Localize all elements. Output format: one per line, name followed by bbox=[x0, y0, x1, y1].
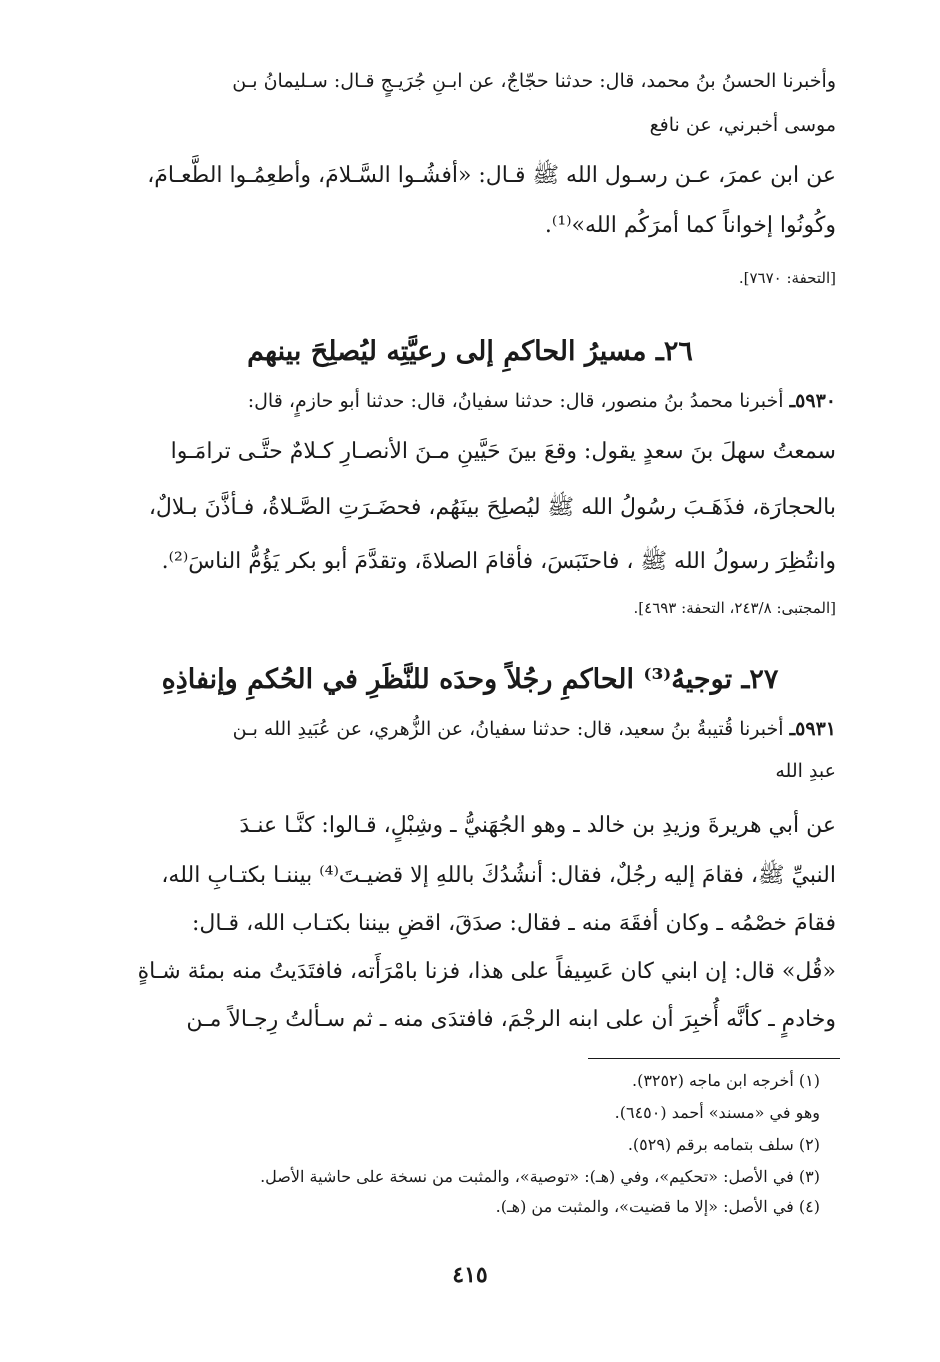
matn-line: عن أبي هريرةَ وزيدِ بن خالد ـ وهو الجُهَنيُّ ـ وشِبْلٍ، قـالوا: كنَّـا عنـدَ bbox=[239, 813, 836, 838]
chapter-heading-26: ٢٦ـ مسيرُ الحاكمِ إلى رعيَّتِه ليُصلِحَ بينهم bbox=[247, 336, 693, 367]
matn-line: وخادمٍ ـ كأنَّه أُخبِرَ أن على ابنه الرجْمَ، فافتدَى منه ـ ثم سـألتُ رِجـالاً مـن bbox=[186, 1007, 836, 1032]
matn-line: عن ابن عمرَ، عـن رسـول الله ﷺ قـال: «أفشُـوا السَّـلامَ، وأطعِمُـوا الطَّعـامَ، bbox=[147, 163, 836, 188]
footnote: (٣) في الأصل: «تحكيم»، وفي (هـ): «توصية»، والمثبت من نسخة على حاشية الأصل. bbox=[260, 1167, 820, 1186]
matn-line: فقامَ خصْمُه ـ وكان أفقَهَ منه ـ فقال: صدَقَ، اقضِ بيننا بكتـاب الله، قـال: bbox=[192, 911, 836, 936]
reference-note: [المجتبى: ٢٤٣/٨، التحفة: ٤٦٩٣]. bbox=[633, 599, 836, 617]
hadith-5931-line: ٥٩٣١ـ أخبرنا قُتيبةُ بنُ سعيد، قال: حدثنا سفيانُ، عن الزُّهري، عن عُبَيدِ الله بـن bbox=[232, 718, 836, 740]
matn-line: «قُل» قال: إن ابني كان عَسِيفاً على هذا، فزنا بامْرَأَته، فافتَدَيتُ منه بمئة شـاةٍ bbox=[137, 959, 836, 984]
isnad-line: عبدِ الله bbox=[775, 760, 836, 782]
reference-note: [التحفة: ٧٦٧٠]. bbox=[738, 269, 836, 287]
hadith-number: ٥٩٣١ـ bbox=[789, 718, 836, 740]
footnote: (٤) في الأصل: «إلا ما قضيت»، والمثبت من (هـ). bbox=[495, 1197, 820, 1216]
matn-line: النبيِّ ﷺ، فقامَ إليه رجُلٌ، فقال: أنشُدُكَ باللهِ إلا قضيـتَ⁽⁴⁾ بيننـا بكتـابِ الله، bbox=[161, 863, 836, 888]
isnad-line: وأخبرنا الحسنُ بنُ محمد، قال: حدثنا حجّاجٌ، عن ابـنِ جُرَيـجٍ قـال: سـليمانُ بـن bbox=[232, 70, 836, 92]
matn-line: وكُونُوا إخواناً كما أمرَكُم الله»⁽¹⁾. bbox=[544, 213, 836, 238]
footnote: (٢) سلف بتمامه برقم (٥٢٩). bbox=[627, 1135, 820, 1154]
matn-line: وانتُظِرَ رسولُ الله ﷺ ، فاحتَبَسَ، فأقامَ الصلاةَ، وتقدَّمَ أبو بكر يَؤُمُّ الناسَ⁽²⁾. bbox=[161, 549, 836, 574]
chapter-heading-27: ٢٧ـ توجيهُ⁽³⁾ الحاكمِ رجُلاً وحدَه للنَّظَرِ في الحُكمِ وإنفاذِهِ bbox=[161, 664, 779, 695]
page-number: ٤١٥ bbox=[452, 1262, 488, 1288]
hadith-number: ٥٩٣٠ـ bbox=[789, 390, 836, 412]
matn-line: بالحجارَة، فذَهَـبَ رسُولُ الله ﷺ ليُصلِحَ بينَهُم، فحضَـرَتِ الصَّـلاةُ، فـأذَّنَ بـلالٌ، bbox=[148, 495, 836, 520]
footnote-separator bbox=[588, 1058, 840, 1059]
footnote: (١) أخرجه ابن ماجه (٣٢٥٢). bbox=[632, 1071, 820, 1090]
matn-line: سمعتُ سهلَ بنَ سعدٍ يقول: وقعَ بينَ حَيَّينِ مـنَ الأنصـارِ كـلامٌ حتَّـى ترامَـوا bbox=[170, 439, 836, 464]
hadith-5930-line: ٥٩٣٠ـ أخبرنا محمدُ بنُ منصور، قال: حدثنا سفيانُ، قال: حدثنا أبو حازمٍ، قال: bbox=[247, 390, 836, 412]
isnad-line: موسى أخبرني، عن نافع bbox=[649, 114, 836, 136]
footnote: وهو في «مسند» أحمد (٦٤٥٠). bbox=[614, 1103, 820, 1122]
